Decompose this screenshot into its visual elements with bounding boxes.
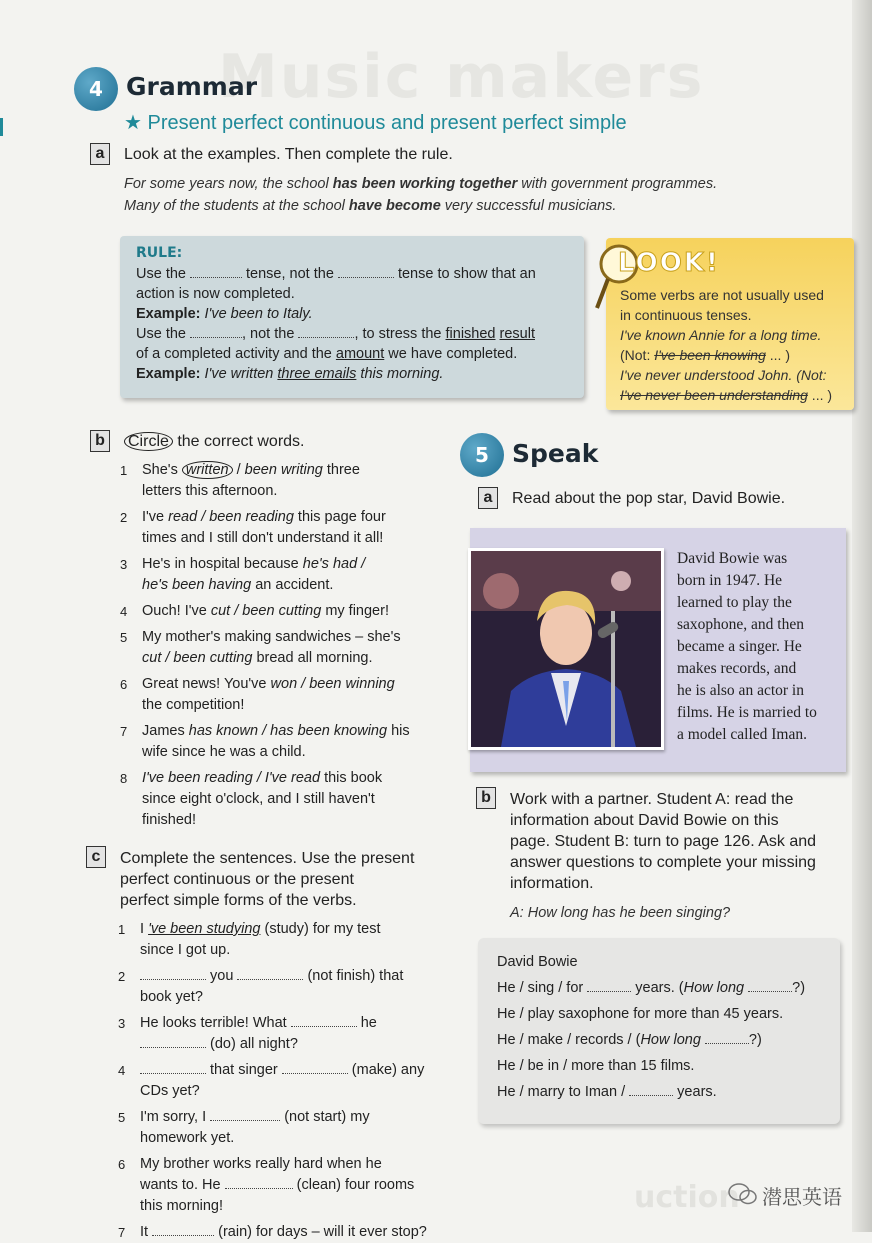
info-line-3: He / make / records / (How long ?) xyxy=(497,1032,762,1048)
bottom-ghost-heading: uction xyxy=(634,1180,740,1215)
bio-paragraph: David Bowie was born in 1947. He learned to play the saxophone, and then became a singer. He makes records, and he is also an actor in films. He is married to a model called Iman. xyxy=(677,550,817,743)
exercise-label-c: c xyxy=(86,846,106,868)
rule-heading: RULE: xyxy=(136,245,183,261)
grammar-subtitle xyxy=(124,110,627,135)
david-bowie-photo xyxy=(468,548,664,750)
example-sentence-1: For some years now, the school has been working together with government programmes. xyxy=(124,176,718,192)
info-line-4: He / be in / more than 15 films. xyxy=(497,1058,695,1074)
list-item: 6 My brother works really hard when he wants to. He (clean) four rooms this morning! xyxy=(118,1156,415,1214)
look-title: LOOK! xyxy=(618,248,720,278)
info-line-2: He / play saxophone for more than 45 years. xyxy=(497,1006,784,1022)
section-title-speak: Speak xyxy=(512,439,599,468)
instruction-5b: Work with a partner. Student A: read the information about David Bowie on this page. Student B: turn to page 126. Ask and answer questions to complete your missing information. xyxy=(510,791,817,892)
list-item: 1 I 've been studying (study) for my test since I got up. xyxy=(118,921,381,958)
exercise-label-5b: b xyxy=(476,787,496,809)
info-line-1: He / sing / for years. (How long ?) xyxy=(497,980,806,996)
example-sentence-2: Many of the students at the school have become very successful musicians. xyxy=(124,198,617,214)
look-line-3: I've known Annie for a long time. xyxy=(620,327,822,343)
wechat-icon xyxy=(728,1182,758,1206)
instruction-5a: Read about the pop star, David Bowie. xyxy=(512,490,786,507)
instruction-4a: Look at the examples. Then complete the rule. xyxy=(124,146,453,163)
look-line-1: Some verbs are not usually used xyxy=(620,287,824,303)
list-item: 7 James has known / has been knowing his wife since he was a child. xyxy=(120,723,410,760)
rule-example-1: Example: I've been to Italy. xyxy=(136,306,313,322)
exercise-label-b: b xyxy=(90,430,110,452)
list-item: 4 Ouch! I've cut / been cutting my finger! xyxy=(120,603,389,619)
ghost-unit-title: Music makers xyxy=(218,42,705,112)
look-line-2: in continuous tenses. xyxy=(620,307,752,323)
exercise-label-a: a xyxy=(90,143,110,165)
list-item: 8 I've been reading / I've read this book since eight o'clock, and I still haven't finished! xyxy=(120,770,383,828)
rule-example-2: Example: I've written three emails this morning. xyxy=(136,366,444,382)
page-edge-shadow xyxy=(852,0,872,1232)
look-line-5: I've never understood John. (Not: xyxy=(620,367,827,383)
list-item: 6 Great news! You've won / been winning the competition! xyxy=(120,676,395,713)
list-item: 2 you (not finish) that book yet? xyxy=(118,968,404,1005)
list-item: 5 My mother's making sandwiches – she's cut / been cutting bread all morning. xyxy=(120,629,401,666)
section-number-speak: 5 xyxy=(460,433,504,477)
watermark-text: 潜思英语 xyxy=(762,1185,842,1209)
rule-line-4: of a completed activity and the amount we have completed. xyxy=(136,346,518,362)
section-number-grammar: 4 xyxy=(74,67,118,111)
rule-line-3: Use the , not the , to stress the finished result xyxy=(136,326,535,342)
rule-line-1: Use the tense, not the tense to show that an xyxy=(136,266,536,282)
section-title-grammar: Grammar xyxy=(126,72,258,101)
info-title: David Bowie xyxy=(497,954,578,970)
look-line-6: I've never been understanding ... ) xyxy=(620,387,833,403)
subtitle-text: Present perfect continuous and present perfect simple xyxy=(147,112,627,134)
instruction-4c: Complete the sentences. Use the present perfect continuous or the present perfect simple forms of the verbs. xyxy=(120,850,415,909)
list-item: 3 He's in hospital because he's had / he's been having an accident. xyxy=(120,556,366,593)
list-item: 4 that singer (make) any CDs yet? xyxy=(118,1062,425,1099)
info-line-5: He / marry to Iman / years. xyxy=(497,1084,717,1100)
left-margin-mark xyxy=(0,118,3,136)
look-line-4: (Not: I've been knowing ... ) xyxy=(620,347,790,363)
list-item: 5 I'm sorry, I (not start) my homework yet. xyxy=(118,1109,370,1146)
list-item: 1 She's written / been writing three letters this afternoon. xyxy=(120,462,360,499)
star-icon: ★ xyxy=(124,112,142,134)
exercise-label-5a: a xyxy=(478,487,498,509)
list-item: 3 He looks terrible! What he (do) all night? xyxy=(118,1015,377,1052)
instruction-4b: Circle the correct words. xyxy=(124,431,305,452)
example-question: A: How long has he been singing? xyxy=(510,905,731,921)
rule-line-2: action is now completed. xyxy=(136,286,295,302)
list-item: 7 It (rain) for days – will it ever stop? xyxy=(118,1224,427,1240)
list-item: 2 I've read / been reading this page four times and I still don't understand it all! xyxy=(120,509,386,546)
